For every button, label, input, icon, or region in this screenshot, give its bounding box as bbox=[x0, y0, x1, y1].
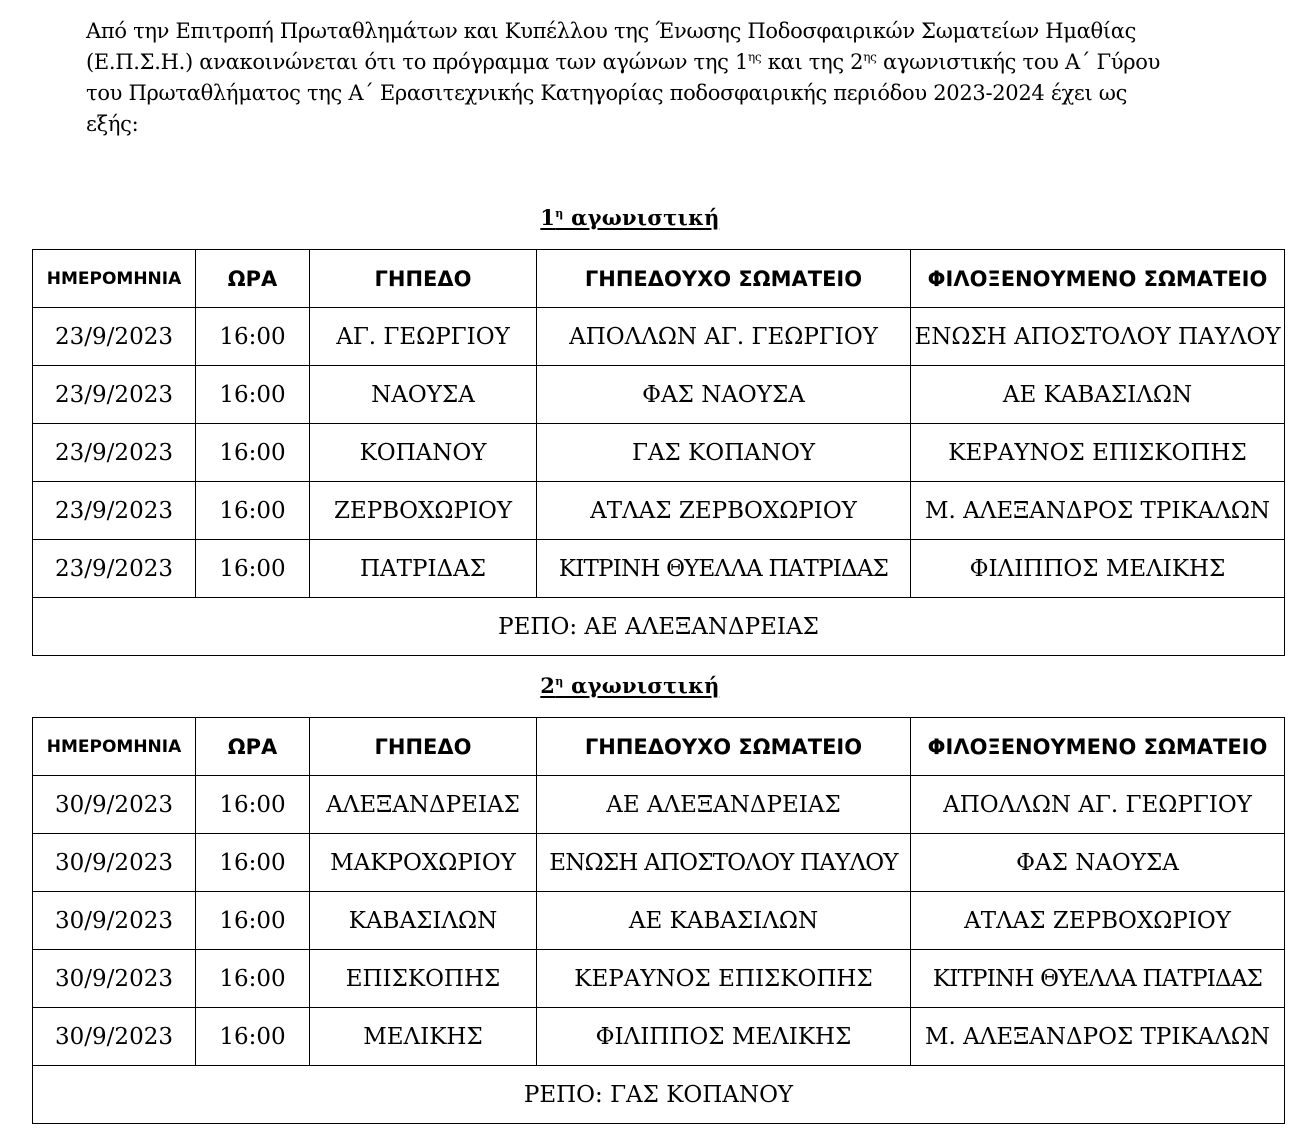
header-time: ΩΡΑ bbox=[196, 250, 310, 308]
match-home-team: ΚΙΤΡΙΝΗ ΘΥΕΛΛΑ ΠΑΤΡΙΔΑΣ bbox=[537, 540, 911, 598]
header-home-team: ΓΗΠΕΔΟΥΧΟ ΣΩΜΑΤΕΙΟ bbox=[537, 250, 911, 308]
match-stadium: ΝΑΟΥΣΑ bbox=[310, 366, 537, 424]
match-away-team: ΕΝΩΣΗ ΑΠΟΣΤΟΛΟΥ ΠΑΥΛΟΥ bbox=[911, 308, 1285, 366]
round-1-schedule-table bbox=[32, 249, 1285, 656]
match-date: 23/9/2023 bbox=[33, 482, 196, 540]
match-date: 30/9/2023 bbox=[33, 892, 196, 950]
match-time: 16:00 bbox=[196, 482, 310, 540]
table-row bbox=[33, 540, 1285, 598]
match-away-team: ΚΙΤΡΙΝΗ ΘΥΕΛΛΑ ΠΑΤΡΙΔΑΣ bbox=[911, 950, 1285, 1008]
match-away-team: ΑΠΟΛΛΩΝ ΑΓ. ΓΕΩΡΓΙΟΥ bbox=[911, 776, 1285, 834]
table-row bbox=[33, 950, 1285, 1008]
match-home-team: ΦΙΛΙΠΠΟΣ ΜΕΛΙΚΗΣ bbox=[537, 1008, 911, 1066]
table-row bbox=[33, 892, 1285, 950]
ordinal-suffix-1: ης bbox=[748, 50, 762, 64]
match-date: 23/9/2023 bbox=[33, 540, 196, 598]
announcement-part-1: Από την Επιτροπή Πρωταθλημάτων και Κυπέλλου της Ένωσης Ποδοσφαιρικών Σωματείων Ημαθίας (Ε.Π.Σ.Η.) ανακοινώνεται ότι το πρόγραμμα των αγώνων της 1 bbox=[86, 19, 1137, 74]
match-date: 30/9/2023 bbox=[33, 1008, 196, 1066]
match-stadium: ΚΟΠΑΝΟΥ bbox=[310, 424, 537, 482]
match-away-team: Μ. ΑΛΕΞΑΝΔΡΟΣ ΤΡΙΚΑΛΩΝ bbox=[911, 482, 1285, 540]
table-header-row bbox=[33, 718, 1285, 776]
match-time: 16:00 bbox=[196, 1008, 310, 1066]
match-home-team: ΦΑΣ ΝΑΟΥΣΑ bbox=[537, 366, 911, 424]
table-row bbox=[33, 366, 1285, 424]
match-date: 30/9/2023 bbox=[33, 834, 196, 892]
table-row bbox=[33, 834, 1285, 892]
header-stadium: ΓΗΠΕΔΟ bbox=[310, 718, 537, 776]
announcement-part-3: αγωνιστικής του Α΄ Γύρου του Πρωταθλήματος της Α΄ Ερασιτεχνικής Κατηγορίας ποδοσφαιρικής περιόδου 2023-2024 έχει ως εξής: bbox=[86, 50, 1161, 136]
bye-team: ΡΕΠΟ: ΑΕ ΑΛΕΞΑΝΔΡΕΙΑΣ bbox=[33, 598, 1285, 656]
match-stadium: ΜΑΚΡΟΧΩΡΙΟΥ bbox=[310, 834, 537, 892]
ordinal-suffix-2: ης bbox=[863, 50, 877, 64]
match-home-team: ΑΕ ΚΑΒΑΣΙΛΩΝ bbox=[537, 892, 911, 950]
table-row bbox=[33, 424, 1285, 482]
match-stadium: ΠΑΤΡΙΔΑΣ bbox=[310, 540, 537, 598]
table-row bbox=[33, 1008, 1285, 1066]
match-away-team: ΑΕ ΚΑΒΑΣΙΛΩΝ bbox=[911, 366, 1285, 424]
bye-team: ΡΕΠΟ: ΓΑΣ ΚΟΠΑΝΟΥ bbox=[33, 1066, 1285, 1124]
header-date: ΗΜΕΡΟΜΗΝΙΑ bbox=[33, 718, 196, 776]
match-home-team: ΑΤΛΑΣ ΖΕΡΒΟΧΩΡΙΟΥ bbox=[537, 482, 911, 540]
bye-row bbox=[33, 598, 1285, 656]
round-label: αγωνιστική bbox=[563, 205, 720, 230]
match-away-team: ΦΙΛΙΠΠΟΣ ΜΕΛΙΚΗΣ bbox=[911, 540, 1285, 598]
header-stadium: ΓΗΠΕΔΟ bbox=[310, 250, 537, 308]
round-2-title bbox=[0, 673, 1260, 698]
match-stadium: ΜΕΛΙΚΗΣ bbox=[310, 1008, 537, 1066]
match-away-team: ΚΕΡΑΥΝΟΣ ΕΠΙΣΚΟΠΗΣ bbox=[911, 424, 1285, 482]
match-stadium: ΖΕΡΒΟΧΩΡΙΟΥ bbox=[310, 482, 537, 540]
match-home-team: ΑΠΟΛΛΩΝ ΑΓ. ΓΕΩΡΓΙΟΥ bbox=[537, 308, 911, 366]
match-away-team: Μ. ΑΛΕΞΑΝΔΡΟΣ ΤΡΙΚΑΛΩΝ bbox=[911, 1008, 1285, 1066]
round-ordinal-suffix: η bbox=[555, 207, 564, 220]
round-number: 1 bbox=[540, 205, 556, 230]
match-time: 16:00 bbox=[196, 950, 310, 1008]
match-away-team: ΑΤΛΑΣ ΖΕΡΒΟΧΩΡΙΟΥ bbox=[911, 892, 1285, 950]
header-time: ΩΡΑ bbox=[196, 718, 310, 776]
match-time: 16:00 bbox=[196, 776, 310, 834]
round-1-title bbox=[0, 205, 1260, 230]
header-away-team: ΦΙΛΟΞΕΝΟΥΜΕΝΟ ΣΩΜΑΤΕΙΟ bbox=[911, 718, 1285, 776]
table-header-row bbox=[33, 250, 1285, 308]
round-label: αγωνιστική bbox=[563, 673, 720, 698]
match-time: 16:00 bbox=[196, 366, 310, 424]
match-time: 16:00 bbox=[196, 540, 310, 598]
header-home-team: ΓΗΠΕΔΟΥΧΟ ΣΩΜΑΤΕΙΟ bbox=[537, 718, 911, 776]
match-stadium: ΚΑΒΑΣΙΛΩΝ bbox=[310, 892, 537, 950]
match-time: 16:00 bbox=[196, 424, 310, 482]
table-row bbox=[33, 776, 1285, 834]
match-away-team: ΦΑΣ ΝΑΟΥΣΑ bbox=[911, 834, 1285, 892]
match-date: 30/9/2023 bbox=[33, 776, 196, 834]
match-date: 23/9/2023 bbox=[33, 308, 196, 366]
header-date: ΗΜΕΡΟΜΗΝΙΑ bbox=[33, 250, 196, 308]
bye-row bbox=[33, 1066, 1285, 1124]
match-stadium: ΕΠΙΣΚΟΠΗΣ bbox=[310, 950, 537, 1008]
match-home-team: ΑΕ ΑΛΕΞΑΝΔΡΕΙΑΣ bbox=[537, 776, 911, 834]
announcement-part-2: και της 2 bbox=[761, 50, 864, 74]
table-row bbox=[33, 482, 1285, 540]
match-stadium: ΑΛΕΞΑΝΔΡΕΙΑΣ bbox=[310, 776, 537, 834]
round-ordinal-suffix: η bbox=[555, 675, 564, 688]
match-time: 16:00 bbox=[196, 308, 310, 366]
table-row bbox=[33, 308, 1285, 366]
match-time: 16:00 bbox=[196, 834, 310, 892]
match-home-team: ΚΕΡΑΥΝΟΣ ΕΠΙΣΚΟΠΗΣ bbox=[537, 950, 911, 1008]
announcement-text bbox=[86, 16, 1180, 140]
match-time: 16:00 bbox=[196, 892, 310, 950]
match-date: 30/9/2023 bbox=[33, 950, 196, 1008]
round-number: 2 bbox=[540, 673, 556, 698]
match-home-team: ΓΑΣ ΚΟΠΑΝΟΥ bbox=[537, 424, 911, 482]
match-home-team: ΕΝΩΣΗ ΑΠΟΣΤΟΛΟΥ ΠΑΥΛΟΥ bbox=[537, 834, 911, 892]
match-date: 23/9/2023 bbox=[33, 424, 196, 482]
header-away-team: ΦΙΛΟΞΕΝΟΥΜΕΝΟ ΣΩΜΑΤΕΙΟ bbox=[911, 250, 1285, 308]
match-date: 23/9/2023 bbox=[33, 366, 196, 424]
round-2-schedule-table bbox=[32, 717, 1285, 1124]
match-stadium: ΑΓ. ΓΕΩΡΓΙΟΥ bbox=[310, 308, 537, 366]
